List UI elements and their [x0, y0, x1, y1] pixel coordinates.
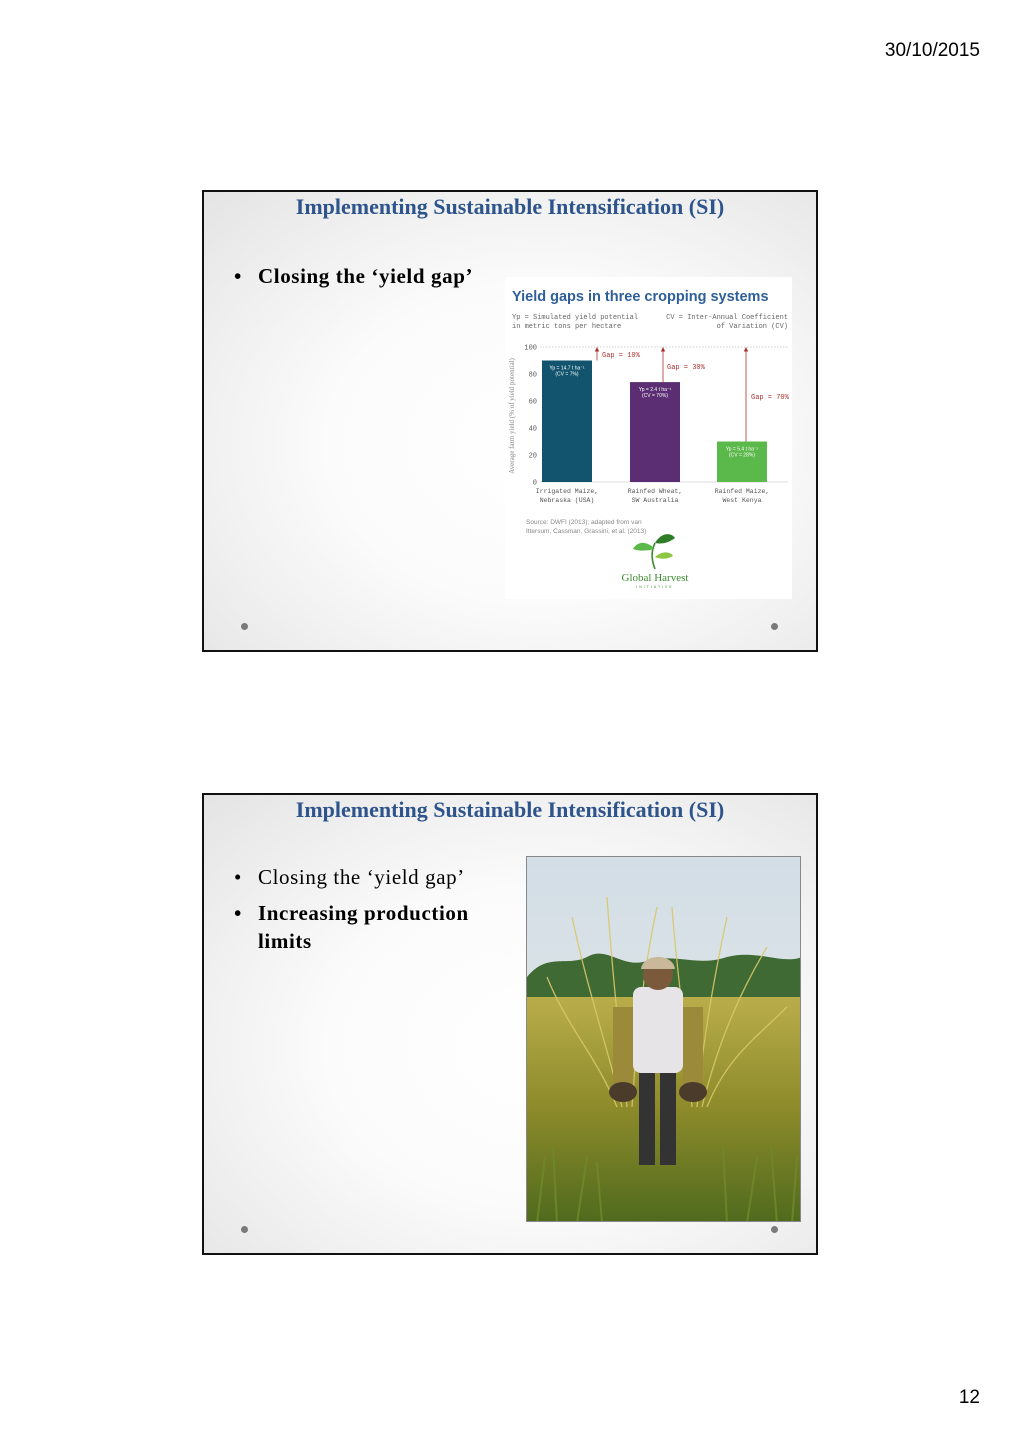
slide-title: Implementing Sustainable Intensification (SI)	[295, 194, 725, 219]
bar	[542, 361, 592, 483]
gap-label: Gap = 70%	[751, 394, 789, 402]
category-label: Rainfed Maize,	[714, 488, 770, 495]
chart-subtitle-right: CV = Inter-Annual Coefficient	[666, 314, 788, 322]
y-tick-label: 80	[528, 371, 537, 380]
bar-label: Yp = 5.4 t ha⁻¹	[725, 446, 759, 453]
leaf-logo-icon	[633, 534, 675, 569]
slide-corner-dot	[771, 1226, 778, 1233]
bullet-list	[232, 863, 477, 963]
bar-label: (CV = 28%)	[729, 452, 755, 459]
page-date: 30/10/2015	[884, 40, 980, 61]
photo-svg	[527, 857, 801, 1222]
chart-svg	[505, 277, 792, 599]
category-label: SW Australia	[631, 497, 679, 504]
bar-label: (CV = 70%)	[642, 393, 668, 400]
gap-arrow-head	[595, 347, 599, 352]
chart-ylabel: Average farm yield (% of yield potential)	[508, 358, 516, 474]
slide-2	[202, 793, 818, 1255]
slide-corner-dot	[771, 623, 778, 630]
y-tick-label: 20	[528, 452, 537, 461]
bullet-item: • Closing the ‘yield gap’	[234, 264, 474, 288]
chart-source-2: Ittersum, Cassman, Grassini, et al. (2013)	[526, 528, 647, 535]
gap-arrow-head	[661, 347, 665, 352]
bar-label: Yp = 14.7 t ha⁻¹	[549, 365, 585, 372]
slide-1	[202, 190, 818, 652]
chart-source: Source: DWFI (2013); adapted from van	[526, 519, 642, 526]
y-tick-label: 100	[524, 344, 537, 353]
y-tick-label: 40	[528, 425, 537, 434]
bar-label: (CV = 7%)	[555, 371, 579, 378]
chart-title: Yield gaps in three cropping systems	[512, 289, 769, 305]
bar-label: Yp = 2.4 t ha⁻¹	[638, 387, 672, 394]
chart-subtitle-right-2: of Variation (CV)	[716, 323, 788, 331]
chart-subtitle-left: Yp = Simulated yield potential	[512, 314, 639, 322]
bullet-item: • Closing the ‘yield gap’	[234, 865, 465, 889]
chart-subtitle-left-2: in metric tons per hectare	[512, 323, 622, 331]
category-label: West Kenya	[722, 497, 762, 504]
gap-label: Gap = 10%	[602, 352, 640, 360]
bullet-text: Closing the ‘yield gap’	[258, 865, 465, 889]
bullet-text: Increasing production limits	[258, 901, 469, 953]
bullet-text: Closing the ‘yield gap’	[258, 264, 474, 288]
slide-title: Implementing Sustainable Intensification (SI)	[295, 797, 725, 822]
gap-arrow-head	[744, 347, 748, 352]
category-label: Irrigated Maize,	[535, 488, 599, 495]
page-number: 12	[958, 1387, 980, 1408]
category-label: Nebraska (USA)	[539, 497, 595, 504]
bullet-item: • Increasing production limits	[234, 901, 469, 953]
yield-gap-chart	[505, 277, 792, 599]
category-label: Rainfed Wheat,	[627, 488, 683, 495]
slide-corner-dot	[241, 623, 248, 630]
farmer-rice-photo	[526, 856, 801, 1222]
gap-label: Gap = 30%	[667, 364, 705, 372]
slide-corner-dot	[241, 1226, 248, 1233]
chart-logo-text: Global Harvest	[621, 572, 689, 584]
bullet-list	[232, 262, 477, 298]
y-tick-label: 0	[532, 479, 537, 488]
y-tick-label: 60	[528, 398, 537, 407]
chart-logo-subtext: INITIATIVE	[636, 585, 674, 589]
